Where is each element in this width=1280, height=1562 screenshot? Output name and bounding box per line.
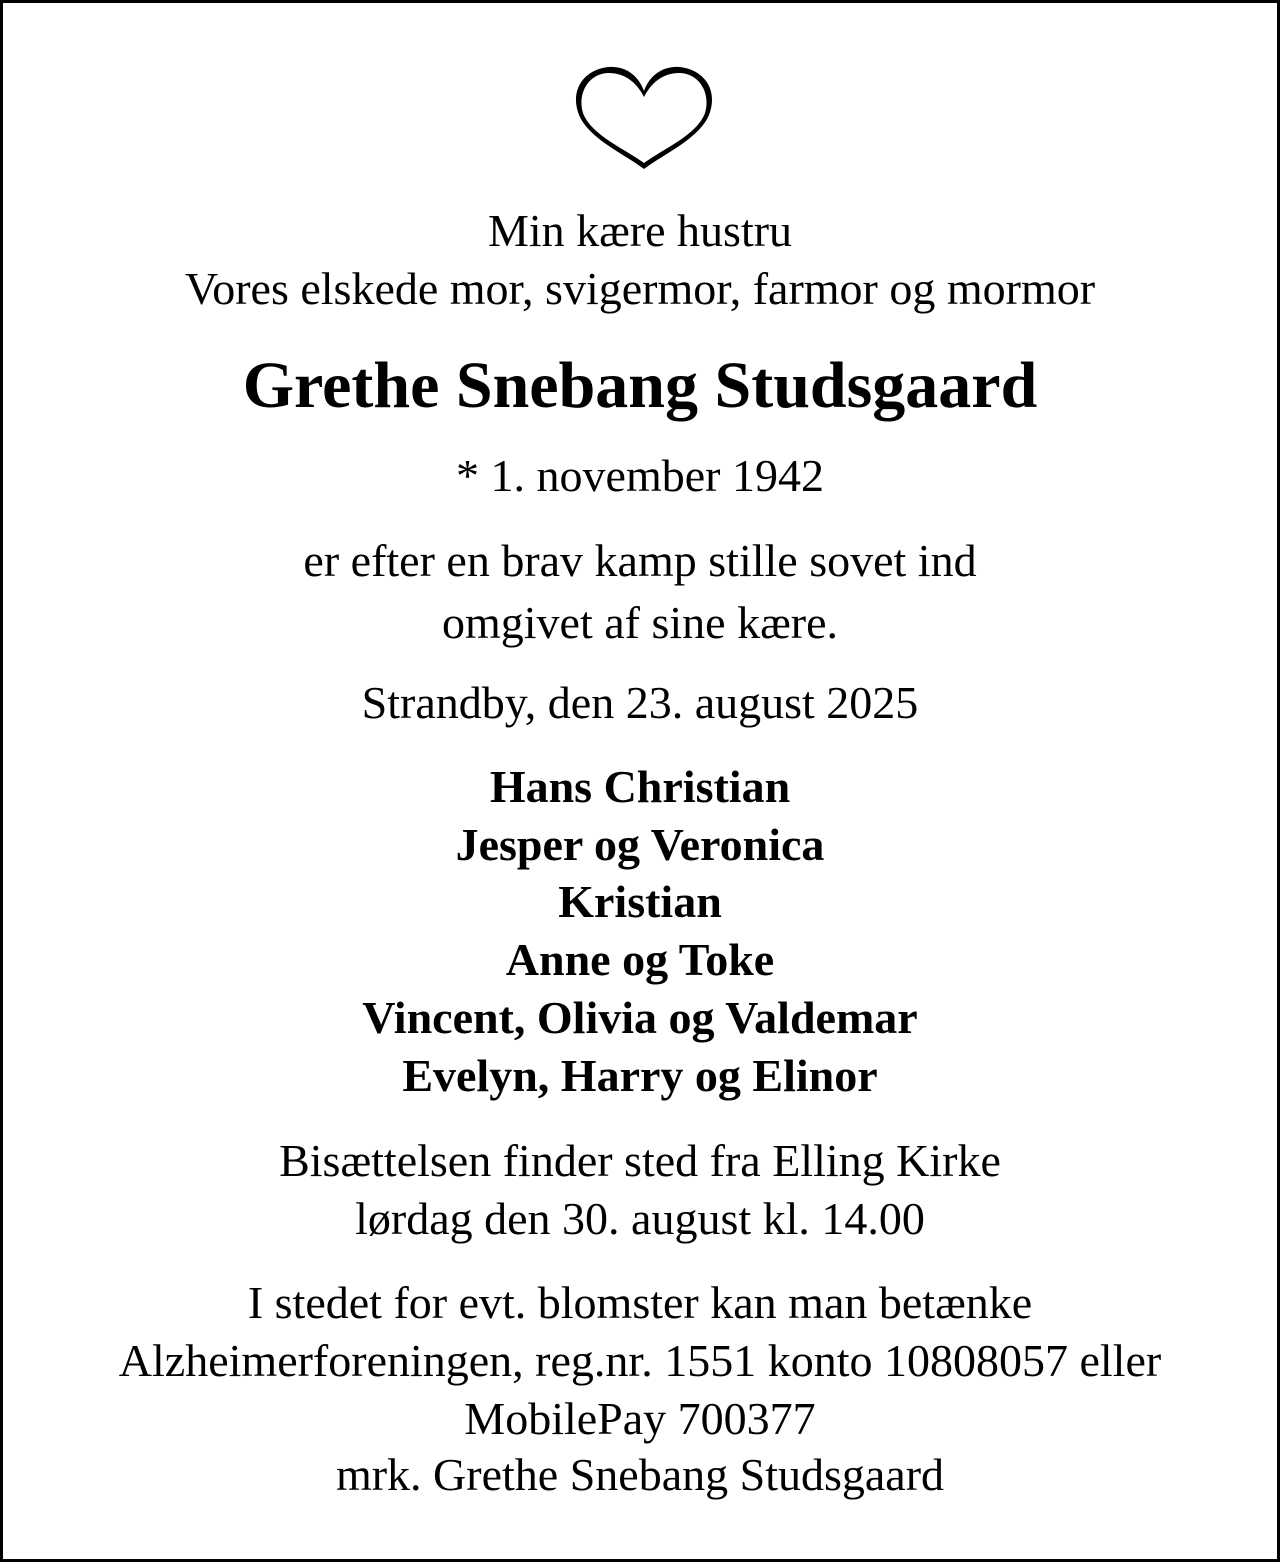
deceased-name: Grethe Snebang Studsgaard xyxy=(242,349,1038,422)
family-line: Vincent, Olivia og Valdemar xyxy=(362,992,918,1043)
place-date: Strandby, den 23. august 2025 xyxy=(361,677,919,728)
message-line: er efter en brav kamp stille sovet ind xyxy=(303,535,977,586)
funeral-line: lørdag den 30. august kl. 14.00 xyxy=(355,1193,925,1244)
intro-line: Min kære hustru xyxy=(487,205,793,256)
intro-line: Vores elskede mor, svigermor, farmor og mormor xyxy=(184,263,1096,314)
message-line: omgivet af sine kære. xyxy=(441,597,838,648)
donation-line: Alzheimerforeningen, reg.nr. 1551 konto 10808057 eller xyxy=(118,1335,1162,1386)
birth-date: * 1. november 1942 xyxy=(456,450,824,501)
donation-line: mrk. Grethe Snebang Studsgaard xyxy=(335,1449,945,1500)
family-line: Kristian xyxy=(558,876,722,927)
family-line: Anne og Toke xyxy=(505,934,775,985)
family-line: Hans Christian xyxy=(489,761,791,812)
donation-line: MobilePay 700377 xyxy=(464,1393,816,1444)
family-line: Evelyn, Harry og Elinor xyxy=(402,1050,878,1101)
funeral-line: Bisættelsen finder sted fra Elling Kirke xyxy=(279,1135,1001,1186)
heart-icon xyxy=(571,63,717,173)
donation-line: I stedet for evt. blomster kan man betænke xyxy=(247,1277,1033,1328)
family-line: Jesper og Veronica xyxy=(455,819,825,870)
